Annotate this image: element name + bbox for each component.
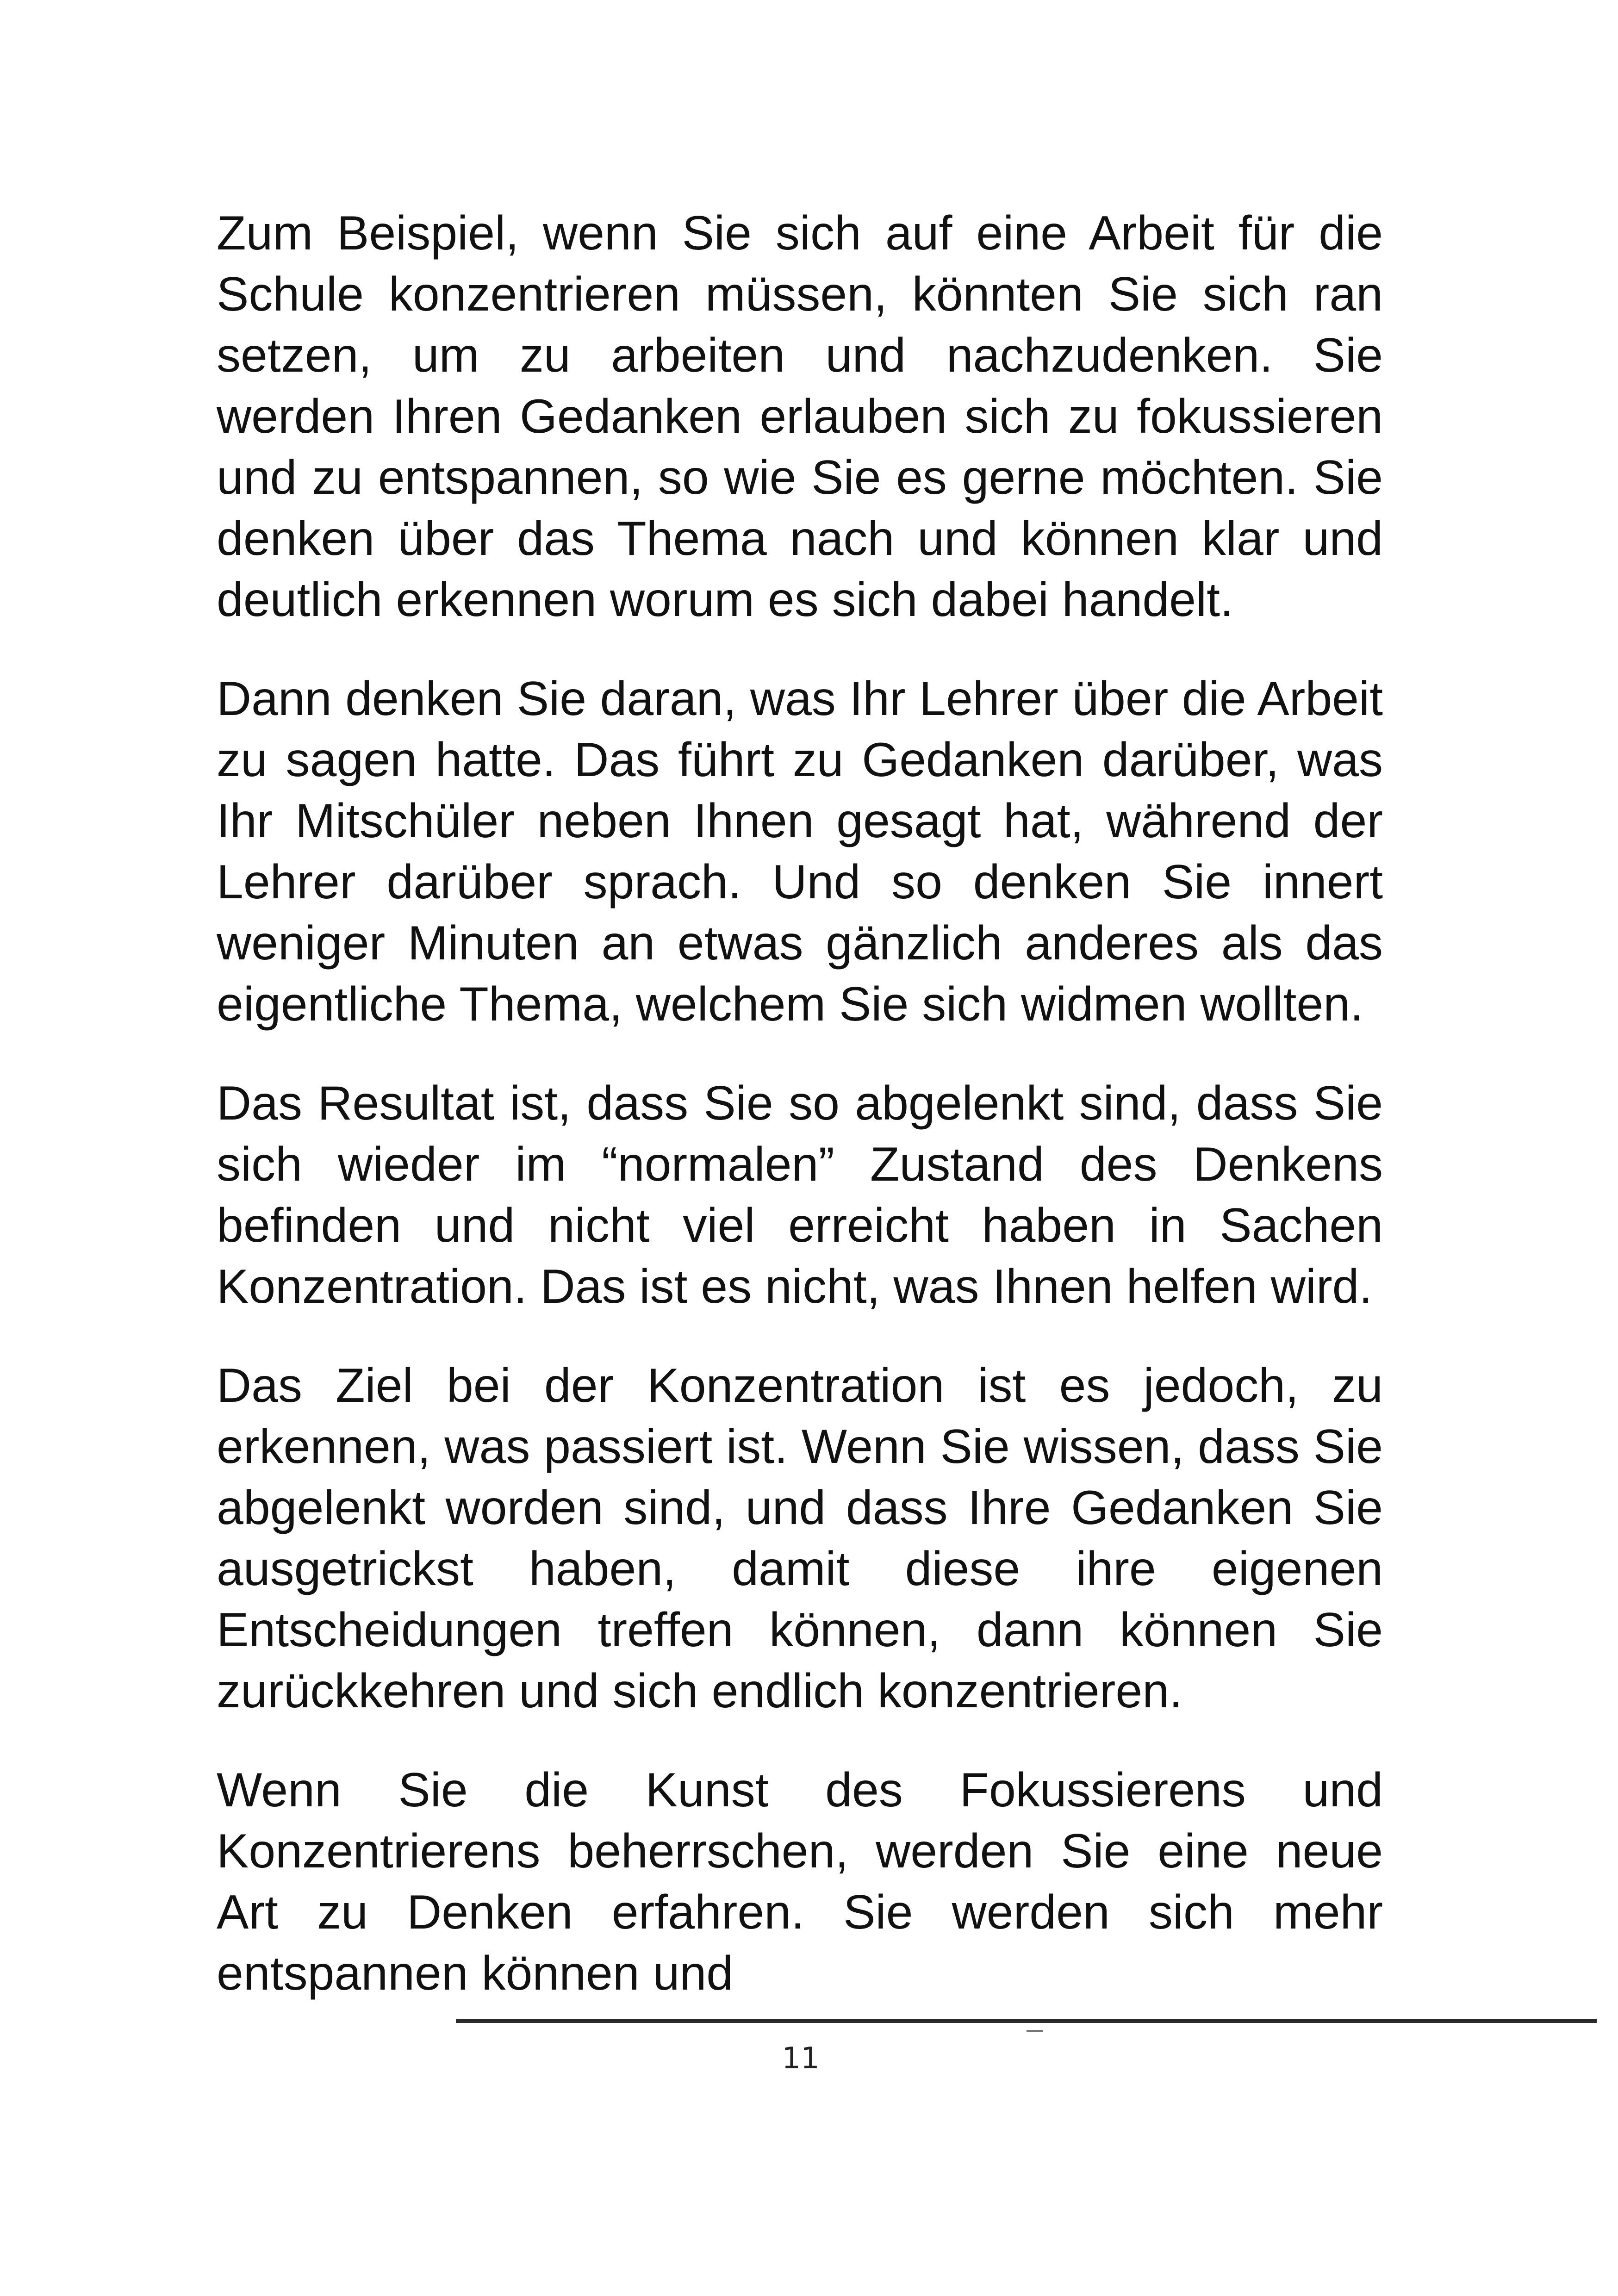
body-paragraph: Das Ziel bei der Konzentration ist es jedoch, zu erkennen, was passiert ist. Wenn Sie wissen, dass Sie abgelenkt worden sind, und dass Ihre Gedanken Sie ausgetrickst haben, damit diese ihre eigenen Entscheidungen treffen können, dann können Sie zurückkehren und sich endlich konzentrieren. [217, 1359, 1383, 1718]
body-paragraph: Dann denken Sie daran, was Ihr Lehrer über die Arbeit zu sagen hatte. Das führt zu Gedanken darüber, was Ihr Mitschüler neben Ihnen gesagt hat, während der Lehrer darüber sprach. Und so denken Sie innert weniger Minuten an etwas gänzlich anderes als das eigentliche Thema, welchem Sie sich widmen wollten. [217, 672, 1383, 1031]
body-paragraph: Zum Beispiel, wenn Sie sich auf eine Arbeit für die Schule konzentrieren müssen, könnten Sie sich ran setzen, um zu arbeiten und nachzudenken. Sie werden Ihren Gedanken erlauben sich zu fokussieren und zu entspannen, so wie Sie es gerne möchten. Sie denken über das Thema nach und können klar und deutlich erkennen worum es sich dabei handelt. [217, 206, 1383, 627]
footer-divider [456, 2019, 1597, 2023]
body-paragraph: Wenn Sie die Kunst des Fokussierens und Konzentrierens beherrschen, werden Sie eine neue Art zu Denken erfahren. Sie werden sich mehr entspannen können und [217, 1763, 1383, 2000]
page-number: 11 [782, 2041, 820, 2076]
page-body [217, 203, 1383, 2004]
body-paragraph: Das Resultat ist, dass Sie so abgelenkt sind, dass Sie sich wieder im “normalen” Zustand des Denkens befinden und nicht viel erreicht haben in Sachen Konzentration. Das ist es nicht, was Ihnen helfen wird. [217, 1076, 1383, 1313]
footer-divider-mark [1027, 2030, 1043, 2032]
